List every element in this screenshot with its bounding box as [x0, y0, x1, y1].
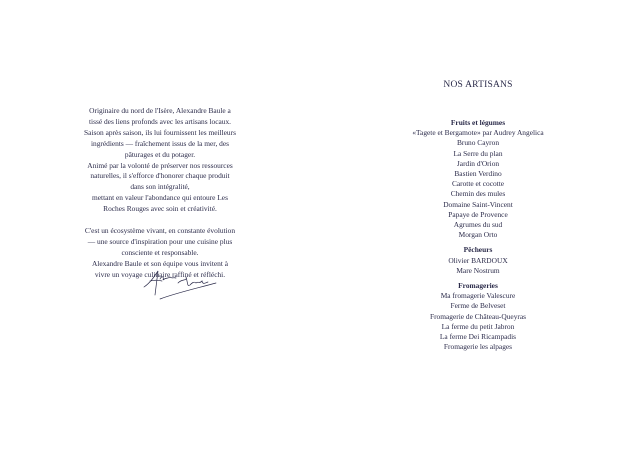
list-item: Fromagerie les alpages — [443, 342, 513, 352]
signature-image — [140, 265, 220, 305]
text-line: Roches Rouges avec soin et créativité. — [103, 204, 217, 214]
list-item: Fromagerie de Château-Queyras — [429, 311, 527, 321]
artisans-list — [388, 118, 568, 357]
section-fromageries — [388, 281, 568, 352]
text-line: mettant en valeur l'abondance qui entoure Les — [92, 193, 228, 203]
list-item: Bruno Cayron — [456, 138, 500, 148]
artisans-title: NOS ARTISANS — [443, 80, 513, 90]
list-item: Domaine Saint-Vincent — [443, 199, 513, 209]
intro-text — [60, 106, 260, 281]
list-item: Morgan Orto — [458, 230, 498, 240]
list-item: La ferme du petit Jabron — [441, 321, 515, 331]
list-item: «Tagete et Bergamote» par Audrey Angelica — [412, 128, 544, 138]
section-fruits-legumes — [388, 118, 568, 240]
list-item: Papaye de Provence — [448, 209, 508, 219]
list-item: Carotte et cocotte — [451, 179, 505, 189]
list-item: Ma fromagerie Valescure — [440, 291, 516, 301]
text-line: Originaire du nord de l'Isère, Alexandre Baule a — [89, 106, 231, 115]
text-line: Saison après saison, ils lui fournissent les meilleurs — [84, 127, 236, 137]
list-item: La ferme Dei Ricampadis — [439, 332, 517, 342]
list-item: Jardin d'Orion — [456, 158, 500, 168]
intro-paragraph-1 — [60, 106, 260, 215]
text-line: consciente et responsable. — [121, 247, 199, 257]
list-item: Olivier BARDOUX — [448, 255, 508, 265]
section-title: Pêcheurs — [463, 245, 493, 255]
section-title: Fromageries — [458, 281, 498, 291]
list-item: La Serre du plan — [453, 148, 503, 158]
text-line: Alexandre Baule et son équipe vous invitent à — [91, 258, 229, 268]
section-title: Fruits et légumes — [450, 118, 506, 127]
text-line: pâturages et du potager. — [124, 149, 196, 159]
text-line: tissé des liens profonds avec les artisans locaux. — [88, 116, 232, 126]
text-line: ingrédients — fraîchement issus de la mer, des — [90, 138, 230, 148]
list-item: Mare Nostrum — [456, 265, 500, 275]
text-line: vivre un voyage culinaire raffiné et réfléchi. — [94, 269, 226, 279]
text-line: naturelles, il s'efforce d'honorer chaque produit — [90, 171, 230, 181]
list-item: Ferme de Belveset — [450, 301, 506, 311]
text-line: — une source d'inspiration pour une cuisine plus — [87, 236, 233, 246]
text-line: C'est un écosystème vivant, en constante évolution — [84, 226, 236, 236]
text-line: Animé par la volonté de préserver nos ressources — [87, 160, 233, 170]
list-item: Chemin des mules — [450, 189, 506, 199]
text-line: dans son intégralité, — [130, 182, 190, 192]
list-item: Agrumes du sud — [453, 220, 503, 230]
list-item: Bastien Verdino — [454, 169, 502, 179]
section-pecheurs — [388, 245, 568, 276]
